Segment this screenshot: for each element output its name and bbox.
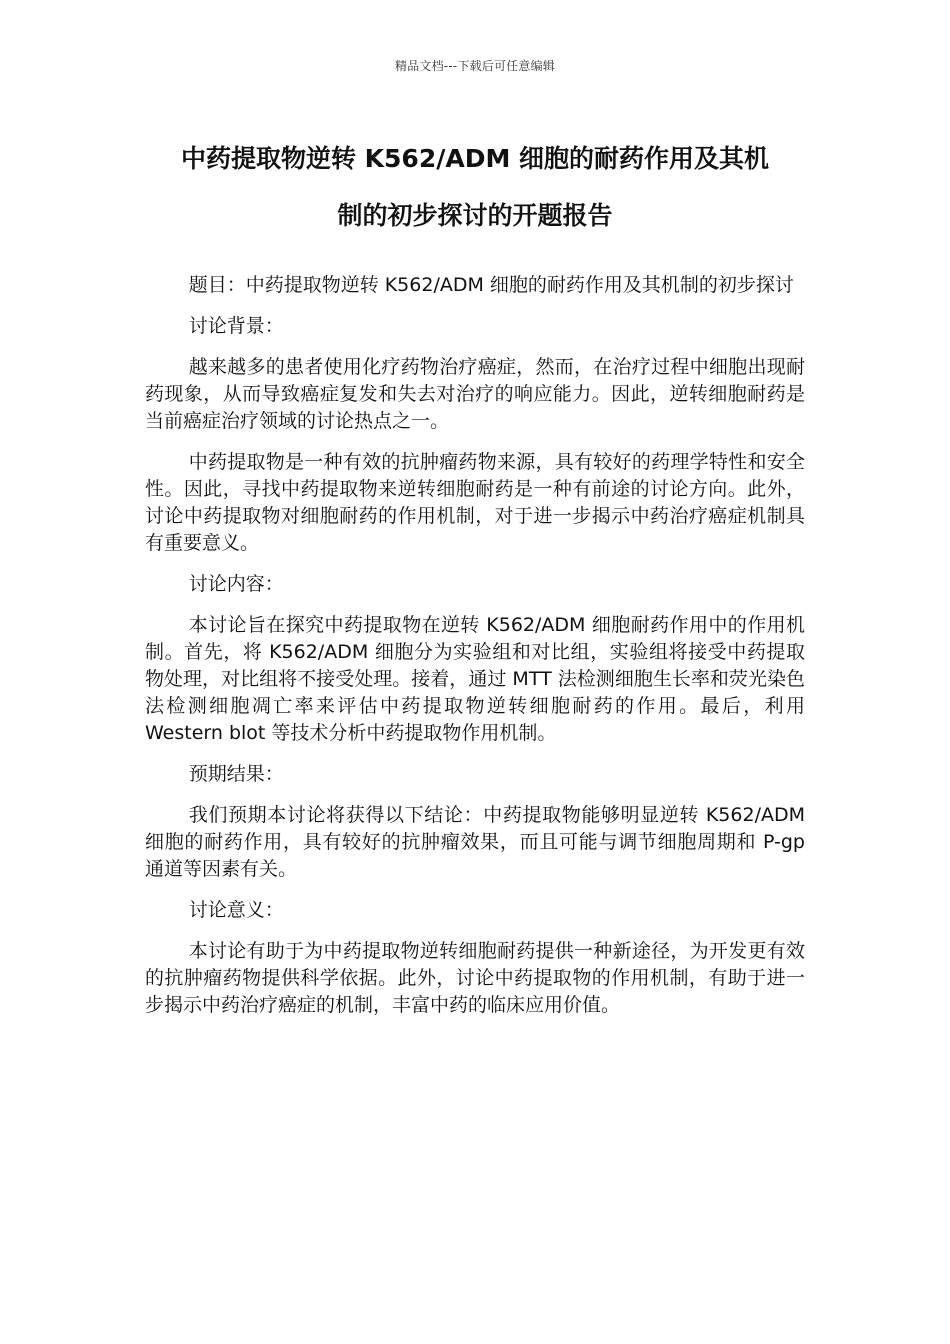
significance-paragraph: 本讨论有助于为中药提取物逆转细胞耐药提供一种新途径，为开发更有效的抗肿瘤药物提供科学依据。此外，讨论中药提取物的作用机制，有助于进一步揭示中药治疗癌症的机制，丰富中药的临床应用价值。: [145, 940, 805, 1016]
significance-heading: 讨论意义：: [188, 899, 284, 921]
topic-paragraph: 题目：中药提取物逆转 K562/ADM 细胞的耐药作用及其机制的初步探讨: [188, 274, 794, 296]
background-paragraph-1: 越来越多的患者使用化疗药物治疗癌症，然而，在治疗过程中细胞出现耐药现象，从而导致癌症复发和失去对治疗的响应能力。因此，逆转细胞耐药是当前癌症治疗领域的讨论热点之一。: [145, 356, 805, 432]
page-header-watermark: 精品文档---下载后可任意编辑: [395, 59, 555, 73]
document-body: [145, 272, 805, 1033]
expected-results-paragraph: 我们预期本讨论将获得以下结论：中药提取物能够明显逆转 K562/ADM 细胞的耐药作用，具有较好的抗肿瘤效果，而且可能与调节细胞周期和 P-gp 通道等因素有关。: [145, 804, 805, 880]
document-title-line-2: 制的初步探讨的开题报告: [337, 201, 613, 230]
expected-results-heading: 预期结果：: [188, 763, 284, 785]
background-paragraph-2: 中药提取物是一种有效的抗肿瘤药物来源，具有较好的药理学特性和安全性。因此，寻找中药提取物来逆转细胞耐药是一种有前途的讨论方向。此外，讨论中药提取物对细胞耐药的作用机制，对于进一步揭示中药治疗癌症机制具有重要意义。: [145, 451, 805, 554]
background-heading: 讨论背景：: [188, 315, 284, 337]
document-title: [130, 130, 820, 244]
document-title-line-1: 中药提取物逆转 K562/ADM 细胞的耐药作用及其机: [180, 144, 770, 173]
content-heading: 讨论内容：: [188, 573, 284, 595]
content-paragraph: 本讨论旨在探究中药提取物在逆转 K562/ADM 细胞耐药作用中的作用机制。首先，将 K562/ADM 细胞分为实验组和对比组，实验组将接受中药提取物处理，对比组将不接受处理。接着，通过 MTT 法检测细胞生长率和荧光染色法检测细胞凋亡率来评估中药提取物逆转细胞耐药的作用。最后，利用 Western blot 等技术分析中药提取物作用机制。: [145, 614, 805, 744]
